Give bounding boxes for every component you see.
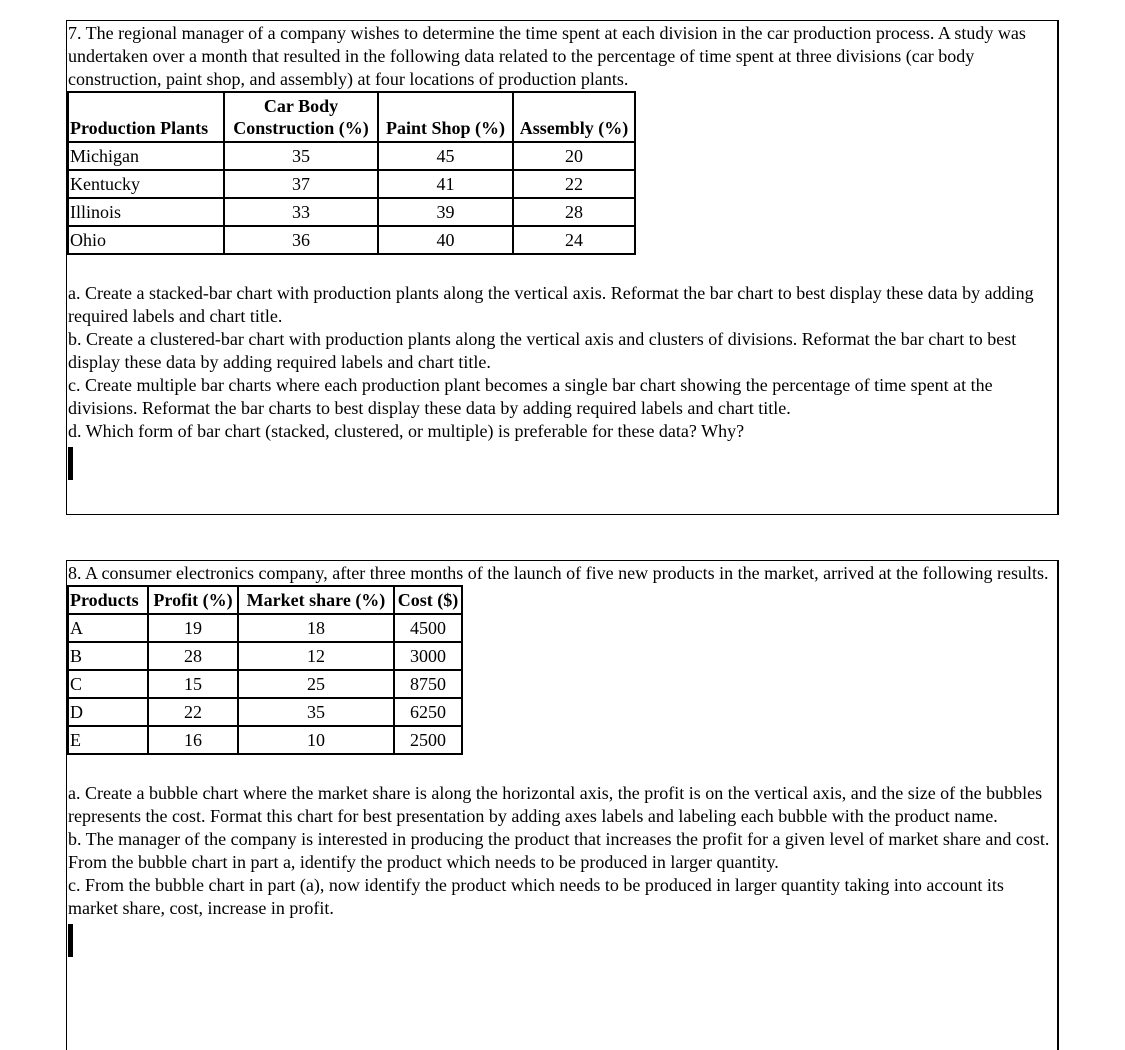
header-products: Products [68, 586, 148, 614]
paint-shop-value: 39 [378, 198, 513, 226]
paint-shop-value: 40 [378, 226, 513, 254]
question-8-parts [67, 782, 1057, 920]
profit-value: 19 [148, 614, 238, 642]
text-cursor[interactable] [68, 924, 73, 957]
market-share-value: 10 [238, 726, 394, 754]
question-7-part-c: c. Create multiple bar charts where each production plant becomes a single bar chart showing the percentage of time spent at the divisions. Reformat the bar charts to best display these data by adding required labels and chart title. [68, 375, 993, 418]
plant-name: Michigan [68, 142, 224, 170]
assembly-value: 24 [513, 226, 635, 254]
assembly-value: 20 [513, 142, 635, 170]
header-car-body-line1: Car Body [263, 96, 339, 116]
paint-shop-value: 45 [378, 142, 513, 170]
header-cost: Cost ($) [394, 586, 462, 614]
profit-value: 16 [148, 726, 238, 754]
cost-value: 6250 [394, 698, 462, 726]
cost-value: 3000 [394, 642, 462, 670]
table-row [68, 726, 462, 754]
header-profit: Profit (%) [148, 586, 238, 614]
car-body-value: 33 [224, 198, 378, 226]
table-header-row [68, 586, 462, 614]
question-8-table [67, 585, 463, 755]
header-car-body-construction [224, 92, 378, 142]
question-8-intro: 8. A consumer electronics company, after three months of the launch of five new products in the market, arrived at the following results. [68, 563, 1049, 583]
car-body-value: 35 [224, 142, 378, 170]
table-row [68, 614, 462, 642]
question-8-part-a: a. Create a bubble chart where the market share is along the horizontal axis, the profit is on the vertical axis, and the size of the bubbles represents the cost. Format this chart for best presentation by adding axes labels and labeling each bubble with the product name. [68, 783, 1043, 826]
cost-value: 8750 [394, 670, 462, 698]
paint-shop-value: 41 [378, 170, 513, 198]
table-row [68, 198, 635, 226]
table-row [68, 670, 462, 698]
car-body-value: 36 [224, 226, 378, 254]
cost-value: 4500 [394, 614, 462, 642]
table-header-row [68, 92, 635, 142]
table-row [68, 226, 635, 254]
question-7-part-d: d. Which form of bar chart (stacked, clustered, or multiple) is preferable for these data? Why? [68, 421, 745, 441]
header-car-body-line2: Construction (%) [233, 118, 369, 138]
product-name: C [68, 670, 148, 698]
assembly-value: 28 [513, 198, 635, 226]
question-7-part-a: a. Create a stacked-bar chart with production plants along the vertical axis. Reformat the bar chart to best display these data by adding required labels and chart title. [68, 283, 1034, 326]
plant-name: Kentucky [68, 170, 224, 198]
product-name: A [68, 614, 148, 642]
profit-value: 15 [148, 670, 238, 698]
table-row [68, 698, 462, 726]
market-share-value: 25 [238, 670, 394, 698]
assembly-value: 22 [513, 170, 635, 198]
question-8-part-b: b. The manager of the company is interested in producing the product that increases the profit for a given level of market share and cost. From the bubble chart in part a, identify the product which needs to be produced in larger quantity. [68, 829, 1050, 872]
table-row [68, 170, 635, 198]
question-7-part-b: b. Create a clustered-bar chart with production plants along the vertical axis and clusters of divisions. Reformat the bar chart to best display these data by adding required labels and chart title. [68, 329, 1017, 372]
plant-name: Illinois [68, 198, 224, 226]
profit-value: 22 [148, 698, 238, 726]
header-assembly: Assembly (%) [513, 92, 635, 142]
product-name: E [68, 726, 148, 754]
header-paint-shop: Paint Shop (%) [378, 92, 513, 142]
product-name: D [68, 698, 148, 726]
text-cursor[interactable] [68, 447, 73, 480]
profit-value: 28 [148, 642, 238, 670]
table-row [68, 642, 462, 670]
car-body-value: 37 [224, 170, 378, 198]
product-name: B [68, 642, 148, 670]
market-share-value: 18 [238, 614, 394, 642]
question-7-parts [67, 282, 1057, 443]
market-share-value: 35 [238, 698, 394, 726]
question-7-box [66, 20, 1059, 515]
plant-name: Ohio [68, 226, 224, 254]
question-7-intro: 7. The regional manager of a company wishes to determine the time spent at each division in the car production process. A study was undertaken over a month that resulted in the following data related to the percentage of time spent at three divisions (car body construction, paint shop, and assembly) at four locations of production plants. [68, 23, 1026, 89]
table-row [68, 142, 635, 170]
header-production-plants: Production Plants [68, 92, 224, 142]
question-8-part-c: c. From the bubble chart in part (a), now identify the product which needs to be produced in larger quantity taking into account its market share, cost, increase in profit. [68, 875, 1004, 918]
question-8-box [66, 560, 1059, 1050]
cost-value: 2500 [394, 726, 462, 754]
header-market-share: Market share (%) [238, 586, 394, 614]
question-7-table [67, 91, 636, 255]
market-share-value: 12 [238, 642, 394, 670]
